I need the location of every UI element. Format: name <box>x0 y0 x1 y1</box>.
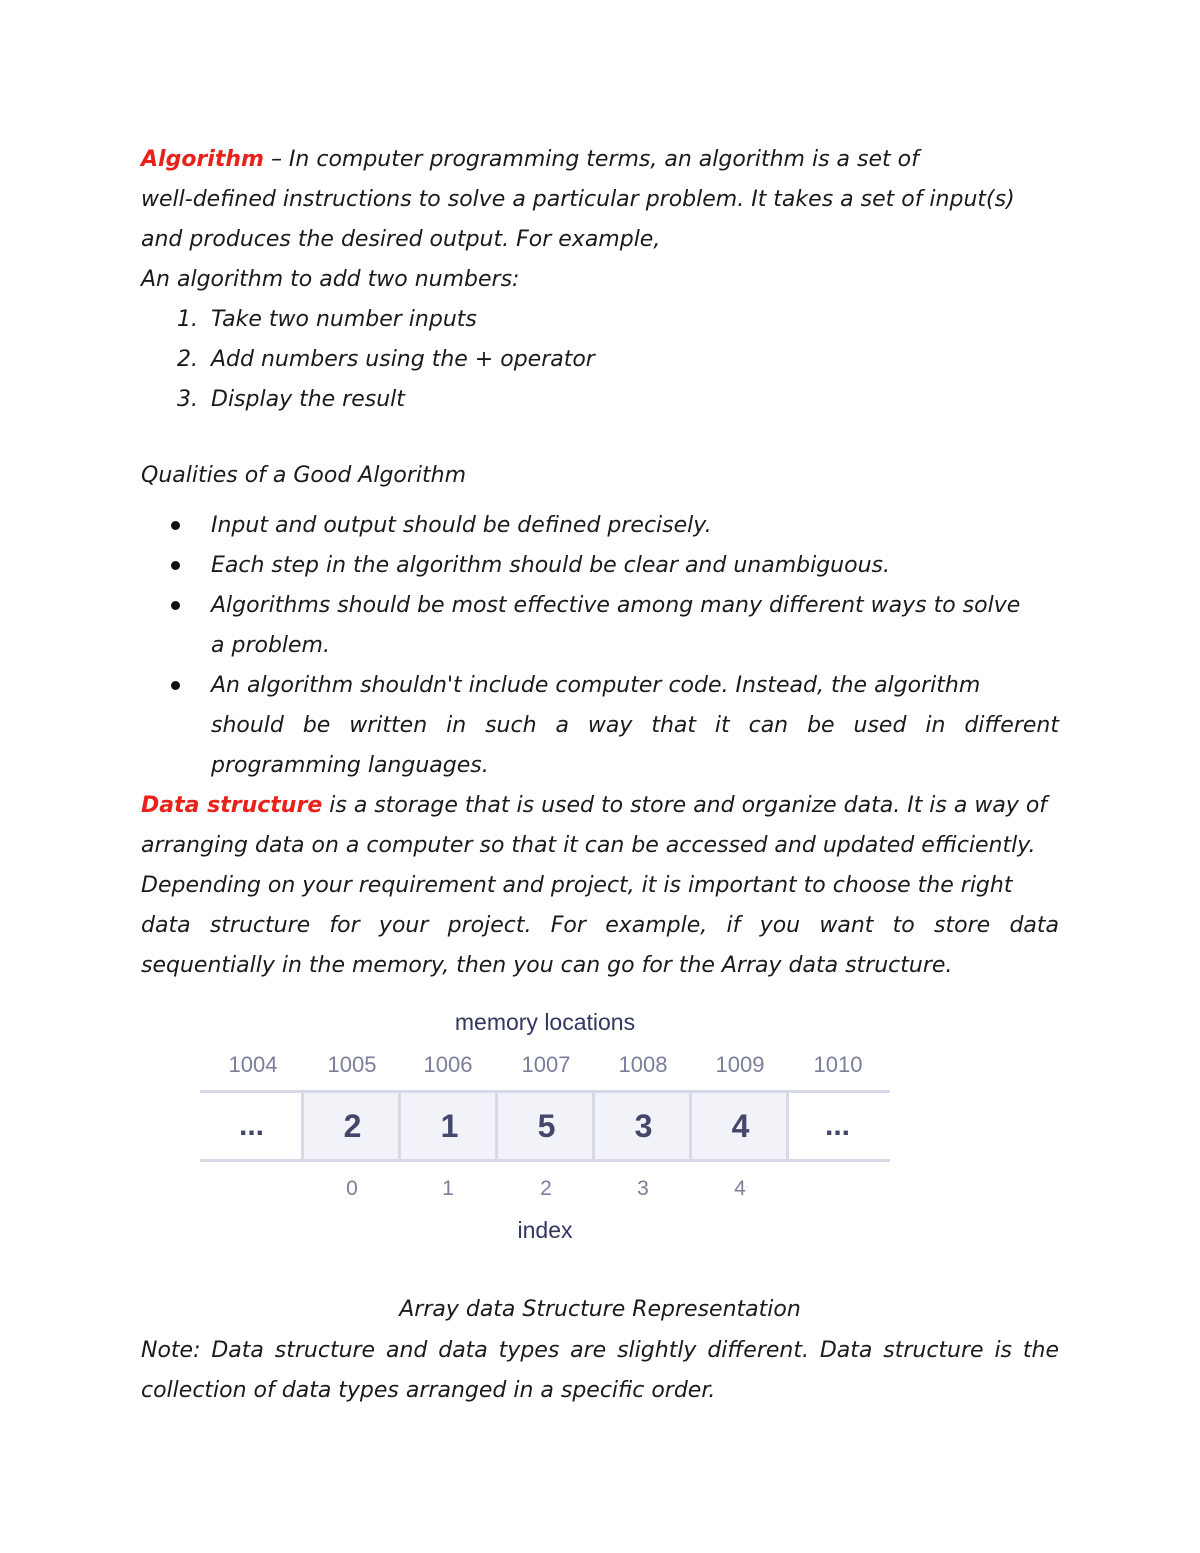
quality-text: Algorithms should be most effective among many different ways to solve <box>211 593 1021 618</box>
memory-address: 1010 <box>813 1052 863 1077</box>
algorithm-line-2: well-defined instructions to solve a particular problem. It takes a set of input(s) <box>141 187 1015 212</box>
array-index: 3 <box>637 1177 649 1200</box>
step-number: 3. <box>177 387 198 412</box>
algorithm-line-1 <box>141 140 1059 180</box>
index-row <box>200 1177 890 1207</box>
array-cell: ... <box>786 1093 886 1159</box>
array-index: 0 <box>346 1177 358 1200</box>
note-paragraph <box>141 1331 1059 1411</box>
data-structure-term: Data structure <box>141 793 323 818</box>
array-cell: 4 <box>689 1093 789 1159</box>
list-item <box>211 546 1059 586</box>
array-cells <box>200 1090 890 1162</box>
list-item <box>177 300 1059 340</box>
memory-locations-label: memory locations <box>454 1009 636 1035</box>
array-diagram <box>200 1005 890 1250</box>
quality-text-cont: a problem. <box>211 633 330 658</box>
ds-line-1 <box>141 786 1059 826</box>
array-cell: 1 <box>398 1093 498 1159</box>
array-cell: ... <box>238 1109 264 1142</box>
figure-caption: Array data Structure Representation <box>399 1297 801 1322</box>
ds-line-3: Depending on your requirement and project, it is important to choose the right <box>141 873 1013 898</box>
bullet-icon <box>171 561 180 570</box>
ds-line-5: sequentially in the memory, then you can go for the Array data structure. <box>141 953 953 978</box>
array-cell: 3 <box>592 1093 692 1159</box>
qualities-list <box>141 506 1059 786</box>
step-number: 2. <box>177 347 198 372</box>
algorithm-line-3: and produces the desired output. For example, <box>141 227 661 252</box>
ds-definition-start: is a storage that is used to store and organize data. It is a way of <box>329 793 1048 818</box>
step-text: Take two number inputs <box>211 307 477 332</box>
array-index: 4 <box>734 1177 746 1200</box>
memory-address: 1009 <box>715 1052 765 1077</box>
quality-text: Each step in the algorithm should be clear and unambiguous. <box>211 553 890 578</box>
address-row <box>200 1052 890 1082</box>
list-item <box>211 666 1059 786</box>
step-text: Add numbers using the + operator <box>211 347 595 372</box>
array-index: 2 <box>540 1177 552 1200</box>
index-label: index <box>517 1217 573 1243</box>
quality-text-cont: programming languages. <box>211 753 489 778</box>
list-item <box>177 380 1059 420</box>
algorithm-term: Algorithm <box>141 147 264 172</box>
list-item <box>211 506 1059 546</box>
array-index: 1 <box>442 1177 454 1200</box>
step-number: 1. <box>177 307 198 332</box>
quality-text: Input and output should be defined precisely. <box>211 513 712 538</box>
algorithm-definition-start: – In computer programming terms, an algorithm is a set of <box>270 147 919 172</box>
quality-text: An algorithm shouldn't include computer code. Instead, the algorithm <box>211 673 981 698</box>
qualities-heading: Qualities of a Good Algorithm <box>141 463 467 488</box>
bullet-icon <box>171 601 180 610</box>
note-line-2: collection of data types arranged in a specific order. <box>141 1378 716 1403</box>
memory-address: 1007 <box>521 1052 571 1077</box>
array-cell: 5 <box>495 1093 595 1159</box>
memory-address: 1006 <box>423 1052 473 1077</box>
algorithm-line-4: An algorithm to add two numbers: <box>141 267 520 292</box>
note-line-1: Note: Data structure and data types are slightly different. Data structure is the <box>141 1338 1059 1363</box>
document-body <box>141 140 1059 986</box>
memory-address: 1008 <box>618 1052 668 1077</box>
list-item <box>211 586 1059 666</box>
memory-address: 1005 <box>327 1052 377 1077</box>
list-item <box>177 340 1059 380</box>
step-text: Display the result <box>211 387 405 412</box>
bullet-icon <box>171 681 180 690</box>
ds-line-2: arranging data on a computer so that it can be accessed and updated efficiently. <box>141 833 1036 858</box>
bullet-icon <box>171 521 180 530</box>
array-cell: 2 <box>301 1093 401 1159</box>
ds-line-4: data structure for your project. For example, if you want to store data <box>141 913 1059 938</box>
steps-list <box>141 300 1059 420</box>
divider <box>200 1159 890 1162</box>
quality-text-cont: should be written in such a way that it can be used in different <box>211 713 1059 738</box>
memory-address: 1004 <box>228 1052 278 1077</box>
